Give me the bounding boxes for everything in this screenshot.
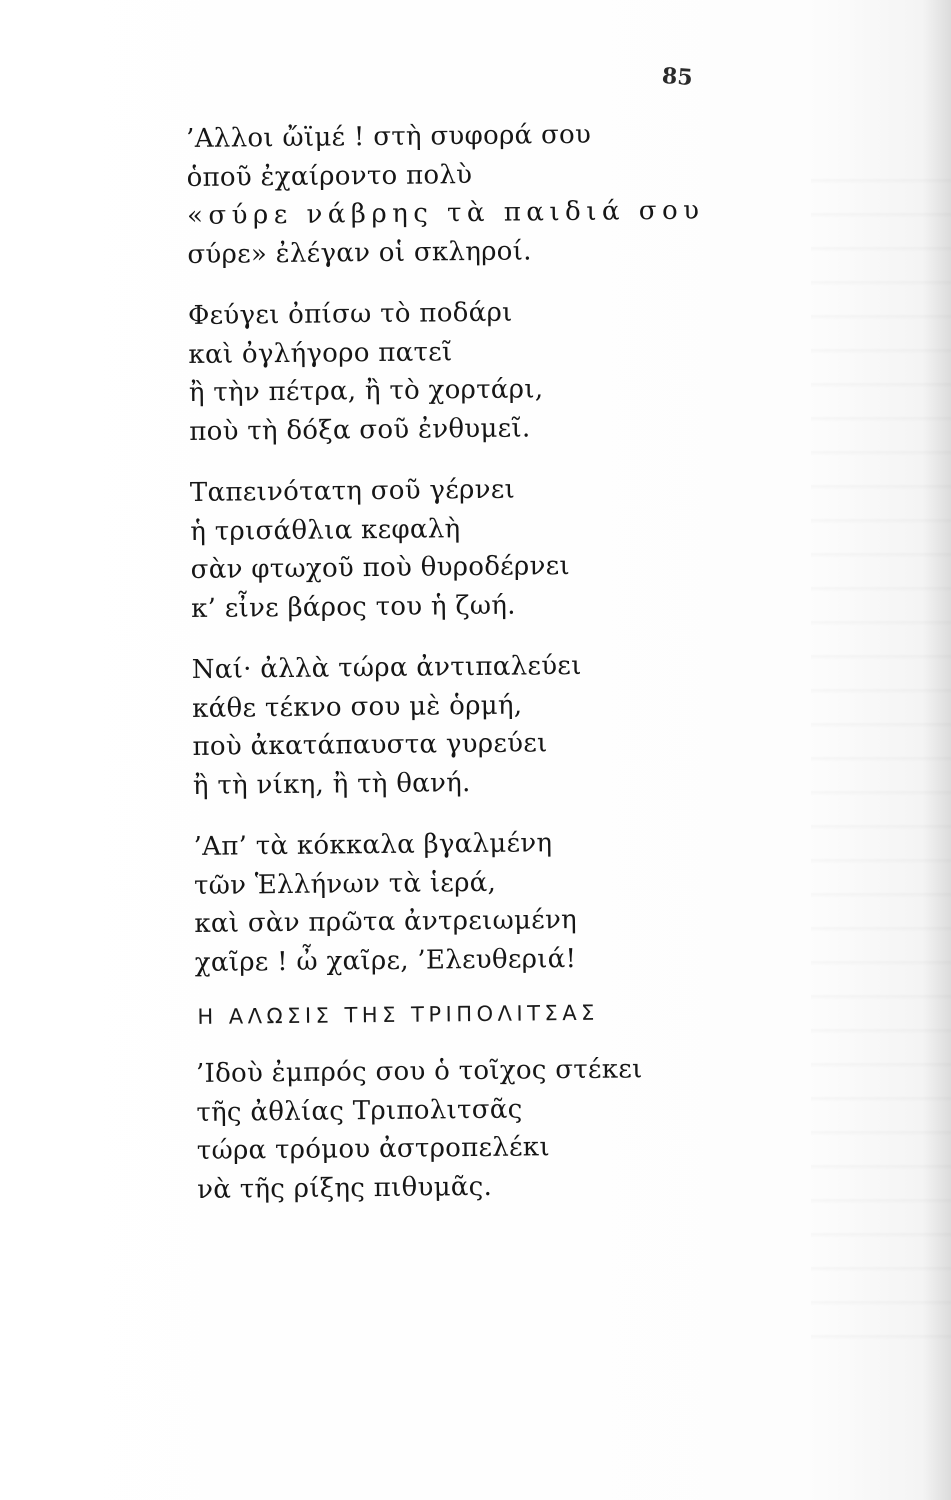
poem-line: ’Απ’ τὰ κόκκαλα βγαλμένη <box>193 828 553 862</box>
poem-line: καὶ σὰν πρῶτα ἀντρειωμένη <box>194 904 578 939</box>
page-number: 85 <box>661 62 694 92</box>
poem-line: «σύρε νάβρης τὰ παιδιά σου <box>186 195 705 231</box>
poem-line: ποὺ τὴ δόξα σοῦ ἐνθυμεῖ. <box>189 412 531 447</box>
stanza-3 <box>190 468 752 628</box>
poem-line: Ταπεινότατη σοῦ γέρνει <box>189 474 516 508</box>
poem-line: νὰ τῆς ρίξης πιθυμᾶς. <box>197 1171 493 1205</box>
poem-line: τῆς ἀθλίας Τριπολιτσᾶς <box>196 1094 523 1128</box>
stanza-5 <box>193 822 755 982</box>
poem-line: καὶ ὀγλήγορο πατεῖ <box>188 336 453 370</box>
poem-line: ἢ τὴν πέτρα, ἢ τὸ χορτάρι, <box>188 374 544 408</box>
poem-line: Ναί· ἀλλὰ τώρα ἀντιπαλεύει <box>191 650 582 685</box>
poem-line: τώρα τρόμου ἀστροπελέκι <box>196 1132 551 1166</box>
poem-line: σὰν φτωχοῦ ποὺ θυροδέρνει <box>190 551 571 585</box>
poem-line: χαῖρε ! ὦ χαῖρε, ’Ελευθεριά! <box>194 943 577 978</box>
poem-line: σύρε» ἐλέγαν οἱ σκληροί. <box>187 235 532 270</box>
poem-line: ἡ τρισάθλια κεφαλὴ <box>190 513 461 547</box>
section-stanza-1 <box>196 1049 758 1209</box>
poem-line: Φεύγει ὀπίσω τὸ ποδάρι <box>187 297 513 331</box>
poem-line: ’Αλλοι ὤϊμέ ! στὴ συφορά σου <box>186 119 592 154</box>
stanza-2 <box>188 291 750 451</box>
poem-line: ἢ τὴ νίκη, ἢ τὴ θανή. <box>192 767 471 801</box>
stanza-4 <box>192 645 754 805</box>
poem-line: ’Ιδοὺ ἐμπρός σου ὁ τοῖχος στέκει <box>195 1054 643 1089</box>
poem-line: ὁποῦ ἐχαίροντο πολὺ <box>186 159 473 193</box>
section-title: Η ΑΛΩΣΙΣ ΤΗΣ ΤΡΙΠΟΛΙΤΣΑΣ <box>197 1000 600 1029</box>
poem-line: ποὺ ἀκατάπαυστα γυρεύει <box>192 728 548 762</box>
stanza-1 <box>186 114 748 274</box>
poem-line: κ’ εἶνε βάρος του ἡ ζωή. <box>190 590 516 624</box>
poem-line: τῶν Ἑλλήνων τὰ ἱερά, <box>193 867 497 901</box>
show-through-text <box>811 150 951 1350</box>
poem-body <box>186 114 758 1232</box>
poem-line: κάθε τέκνο σου μὲ ὁρμή, <box>192 690 523 724</box>
